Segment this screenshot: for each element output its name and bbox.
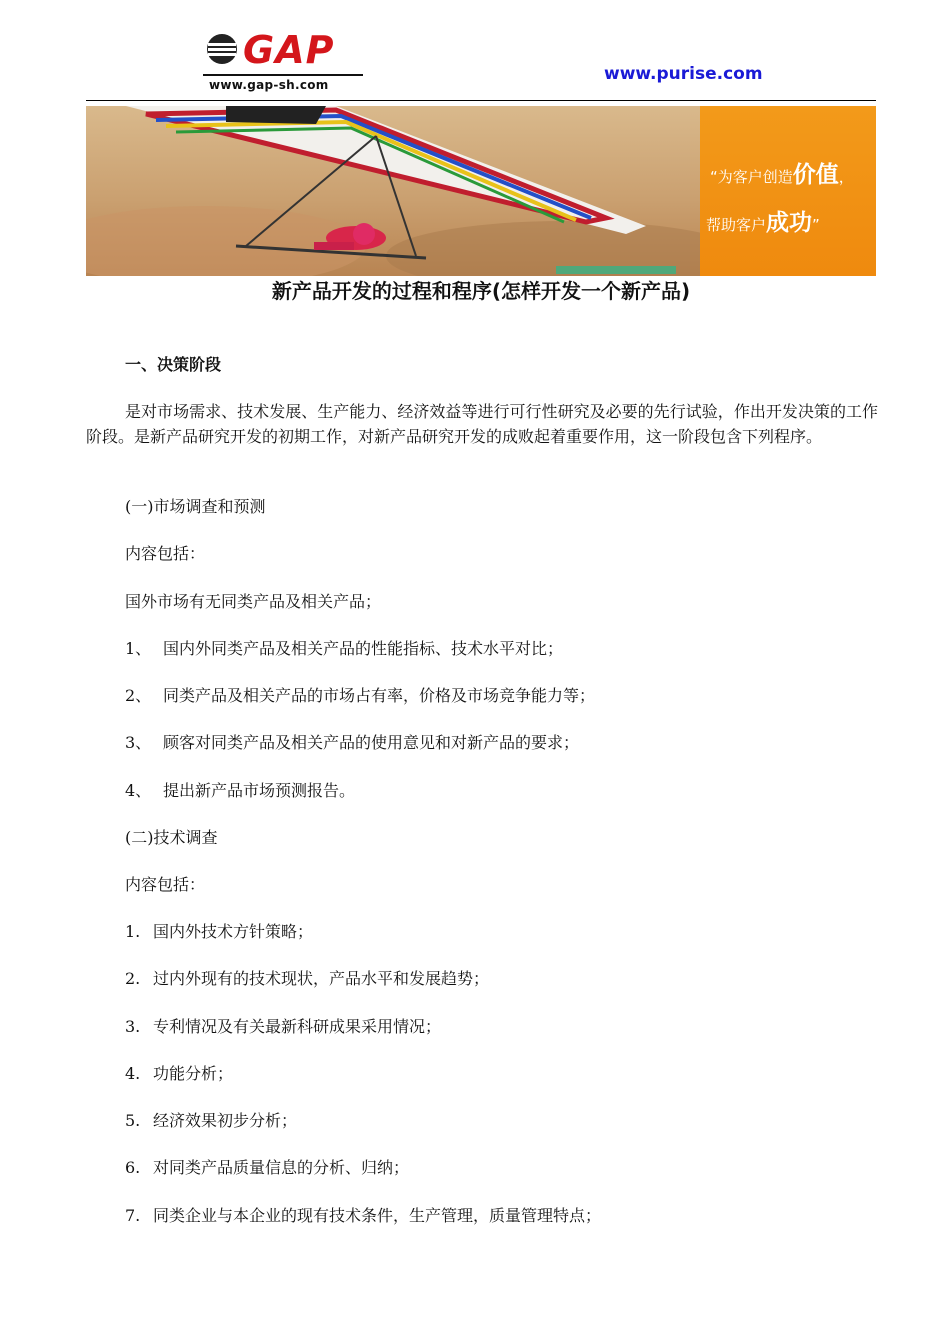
slogan-line-2: 帮助客户成功” xyxy=(706,210,820,236)
list-item: 3. 专利情况及有关最新科研成果采用情况； xyxy=(125,1017,442,1036)
list-item: 4. 功能分析； xyxy=(125,1064,234,1083)
logo-wordmark: GAP xyxy=(243,28,335,72)
logo-url: www.gap-sh.com xyxy=(209,78,329,92)
list-item: 2. 过内外现有的技术现状，产品水平和发展趋势； xyxy=(125,969,490,988)
subsection-heading-market: (一)市场调查和预测 xyxy=(125,497,266,516)
subsection-heading-tech: (二)技术调查 xyxy=(125,828,218,847)
list-item: 1. 国内外技术方针策略； xyxy=(125,922,314,941)
hang-glider-photo xyxy=(86,106,700,276)
hero-banner xyxy=(86,106,876,276)
list-item: 1、 国内外同类产品及相关产品的性能指标、技术水平对比； xyxy=(125,639,564,658)
content-label: 内容包括： xyxy=(125,544,206,563)
section-heading: 一、决策阶段 xyxy=(125,355,222,374)
gap-emblem-icon xyxy=(205,32,239,66)
header-divider xyxy=(86,100,876,101)
content-label: 内容包括： xyxy=(125,875,206,894)
list-item: 3、 顾客对同类产品及相关产品的使用意见和对新产品的要求； xyxy=(125,733,580,752)
list-lead: 国外市场有无同类产品及相关产品； xyxy=(125,592,382,611)
document-title: 新产品开发的过程和程序(怎样开发一个新产品) xyxy=(271,279,691,303)
list-item: 6. 对同类产品质量信息的分析、归纳； xyxy=(125,1158,410,1177)
gap-logo xyxy=(195,26,365,96)
intro-paragraph: 是对市场需求、技术发展、生产能力、经济效益等进行可行性研究及必要的先行试验，作出开发决策的工作阶段。是新产品研究开发的初期工作，对新产品研究开发的成败起着重要作用，这一阶段包含下列程序。 xyxy=(86,402,878,446)
site-url-link[interactable]: www.purise.com xyxy=(604,64,763,84)
list-item: 2、 同类产品及相关产品的市场占有率，价格及市场竞争能力等； xyxy=(125,686,596,705)
list-item: 7. 同类企业与本企业的现有技术条件，生产管理，质量管理特点； xyxy=(125,1206,602,1225)
slogan-line-1: “为客户创造价值， xyxy=(710,162,854,188)
list-item: 5. 经济效果初步分析； xyxy=(125,1111,298,1130)
list-item: 4、 提出新产品市场预测报告。 xyxy=(125,781,356,800)
logo-divider xyxy=(203,74,363,76)
slogan-panel xyxy=(700,106,876,276)
